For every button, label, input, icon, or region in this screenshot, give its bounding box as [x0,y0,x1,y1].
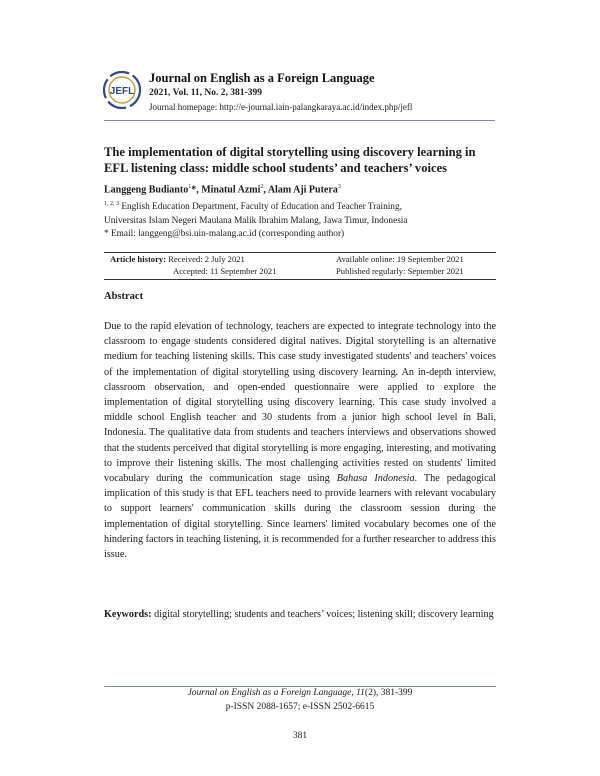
history-received: Received: 2 July 2021 [168,254,245,264]
keywords [104,607,496,622]
corresponding-email[interactable]: * Email: langgeng@bsi.uin-malang.ac.id (corresponding author) [104,229,345,240]
author-sup: 2 [260,184,264,190]
header-divider [104,120,495,121]
journal-issue: 2021, Vol. 11, No. 2, 381-399 [149,88,262,98]
history-accepted: Accepted: 11 September 2021 [173,266,277,276]
footer-journal: Journal on English as a Foreign Language [187,688,352,698]
journal-logo [102,70,142,110]
corresponding-mark: * [191,184,197,196]
abstract-part1: Due to the rapid elevation of technology, teachers are expected to integrate technology into the classroom to engage students considered digital natives. Digital storytelling is an alternative medium for teaching listening skills. This case study investigated students' and teachers' voices of the implementation of digital storytelling using discovery learning. An in-depth interview, classroom observation, and open-ended questionnaire were applied to explore the implementation of digital storytelling using discovery learning. This case study involved a middle school English teacher and 30 students from a junior high school level in Bali, Indonesia. The qualitative data from students and teachers interviews and observations showed that the students perceived that digital storytelling is more engaging, interesting, and motivating to improve their listening skills. The most challenging activities rested on students' limited vocabulary during the communication stage using [104,321,496,485]
footer-divider [104,686,496,687]
affiliation [104,198,496,242]
affiliation-line: English Education Department, Faculty of Education and Teacher Training, [121,202,402,213]
journal-homepage [149,102,412,112]
article-title: The implementation of digital storytelling using discovery learning in EFL listening class: middle school students’ and teachers’ voices [104,145,476,175]
abstract-text [104,319,496,562]
footer-issue-pages: (2), 381-399 [364,688,413,698]
author-list: Langgeng Budianto$^1$*, Minatul Azmi$^2$, Alam Aji Putera$^3$ [104,184,341,196]
logo-text: JEFL [109,86,135,97]
homepage-link[interactable]: http://e-journal.iain-palangkaraya.ac.id/index.php/jefl [219,102,413,112]
abstract-heading: Abstract [104,291,144,302]
history-top-rule [104,252,496,253]
author-name: Langgeng Budianto [104,184,189,196]
abstract-italic: Bahasa Indonesia [336,473,415,485]
author-name: Minatul Azmi [201,184,261,196]
homepage-label: Journal homepage: [149,102,218,112]
keywords-label: Keywords: [104,609,152,620]
author-name: Alam Aji Putera [267,184,338,196]
history-available: Available online: 19 September 2021 [336,254,464,264]
abstract-part2: . The pedagogical implication of this study is that EFL teachers need to provide learners with relevant vocabulary to support learners' communication skills during the classroom session during the implementation of digital storytelling. Since learners' limited vocabulary becomes one of the hindering factors in teaching listening, it is recommended for a further researcher to address this issue. [104,473,496,561]
footer-citation: Journal on English as a Foreign Language, 11(2), 381-399 [187,688,413,698]
history-published: Published regularly: September 2021 [336,266,464,276]
affiliation-line: Universitas Islam Negeri Maulana Malik Ibrahim Malang, Jawa Timur, Indonesia [104,215,408,226]
author-sup: 1 [188,184,192,190]
page-number: 381 [292,731,308,741]
footer-volume: 11 [356,688,365,698]
history-label: Article history: [110,254,167,264]
keywords-text: digital storytelling; students and teachers’ voices; listening skill; discovery learning [154,609,494,620]
footer-issn: p-ISSN 2088-1657; e-ISSN 2502-6615 [225,702,375,712]
affiliation-sup: 1, 2, 3 [104,201,119,207]
journal-title: Journal on English as a Foreign Language [149,71,375,85]
history-bottom-rule [104,279,496,280]
author-sup: 3 [337,184,341,190]
